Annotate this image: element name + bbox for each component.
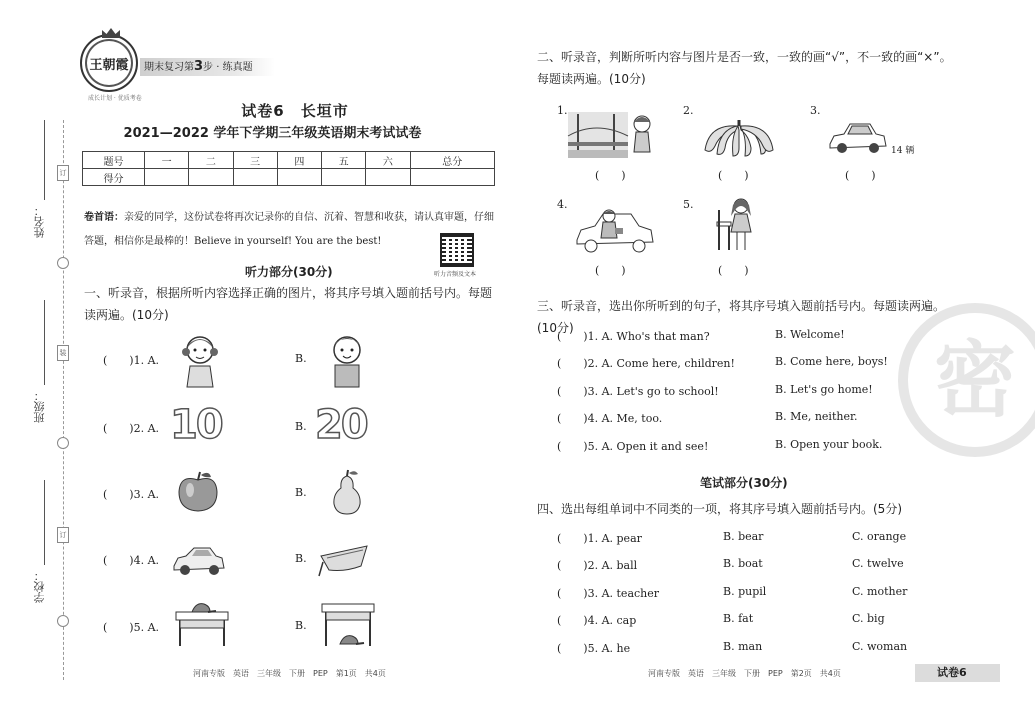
pear-icon — [330, 470, 364, 516]
part2-instruction: 二、听录音，判断所听内容与图片是否一致，一致的画“√”，不一致的画“×”。每题读两遍。(10分) — [537, 50, 952, 86]
answer-blank[interactable]: ( ) — [595, 169, 626, 182]
boy-icon — [325, 332, 369, 390]
part3-q3-a: ( )3. A. Let's go to school! — [557, 385, 719, 398]
qr-caption: 听力音频及文本 — [434, 271, 477, 278]
band-step: 3 — [194, 59, 204, 74]
part2-label-2: 2. — [683, 104, 694, 117]
part4-q3-a: ( )3. A. teacher — [557, 587, 660, 600]
part1-q2: ( )2. A. — [103, 422, 160, 435]
table-cell: 四 — [277, 152, 321, 169]
score-input-cell[interactable] — [366, 169, 410, 186]
part4-q2-c: C. twelve — [852, 557, 904, 570]
part2-label-3: 3. — [810, 104, 821, 117]
part4-q4-c: C. big — [852, 612, 885, 625]
part1-instruction: 一、听录音，根据所听内容选择正确的图片，将其序号填入题前括号内。每题读两遍。(10分) — [84, 286, 493, 322]
boy-washing-car-icon — [573, 204, 655, 254]
part3-q1-b: B. Welcome! — [775, 328, 845, 341]
paper-number-tab: 试卷6 — [915, 664, 1000, 682]
part4-q4-a: ( )4. A. cap — [557, 614, 637, 627]
cap-on-desk-icon — [170, 598, 232, 648]
seal-box: 订 — [57, 165, 69, 181]
answer-blank[interactable]: ( ) — [845, 169, 876, 182]
part3-instruction: 三、听录音，选出你所听到的句子，将其序号填入题前括号内。每题读两遍。(10分) — [537, 299, 946, 335]
preface-label: 卷首语： — [84, 212, 124, 223]
stamp-char: 密 — [933, 333, 1017, 428]
paper-title: 试卷6 长垣市 — [241, 102, 349, 120]
school-label: 学校： — [33, 570, 46, 603]
part2-label-1: 1. — [557, 104, 568, 117]
part4-q2-b: B. boat — [723, 557, 763, 570]
car-icon — [170, 540, 226, 580]
part4-q1-a: ( )1. A. pear — [557, 532, 642, 545]
part1-q4-b: B. — [295, 552, 307, 565]
preface — [84, 206, 494, 254]
review-step-band — [140, 58, 275, 76]
car-icon — [826, 118, 890, 158]
binding-hole — [57, 615, 69, 627]
part1-q2-b: B. — [295, 420, 307, 433]
part2-label-5: 5. — [683, 198, 694, 211]
part3-q3-b: B. Let's go home! — [775, 383, 873, 396]
part4-q3-c: C. mother — [852, 585, 908, 598]
car-count-label: 14 辆 — [891, 146, 915, 156]
binding-hole — [57, 257, 69, 269]
girl-icon — [178, 332, 222, 390]
part3-q4-a: ( )4. A. Me, too. — [557, 412, 663, 425]
table-cell: 三 — [233, 152, 277, 169]
logo-text: 王朝霞 — [89, 57, 129, 73]
part1-q3-b: B. — [295, 486, 307, 499]
score-input-cell[interactable] — [233, 169, 277, 186]
bananas-icon — [703, 116, 775, 158]
score-input-cell[interactable] — [322, 169, 366, 186]
part1-q5-b: B. — [295, 619, 307, 632]
part4-q5-c: C. woman — [852, 640, 908, 653]
table-cell: 总分 — [410, 152, 495, 169]
part4-q4-b: B. fat — [723, 612, 754, 625]
brand-logo — [80, 34, 138, 92]
table-cell: 二 — [189, 152, 233, 169]
apple-icon — [175, 470, 221, 514]
part1-q1-b: B. — [295, 352, 307, 365]
name-label: 姓名： — [33, 205, 46, 238]
preface-text: 亲爱的同学，这份试卷将再次记录你的自信、沉着、智慧和收获，请认真审题，仔细答题，相信你是最棒的！Believe in yourself! You are the best! — [84, 212, 494, 247]
boat-icon — [315, 542, 371, 582]
part2-label-4: 4. — [557, 198, 568, 211]
answer-blank[interactable]: ( ) — [595, 264, 626, 277]
score-input-cell[interactable] — [189, 169, 233, 186]
class-field[interactable] — [44, 300, 45, 385]
part1-q5: ( )5. A. — [103, 621, 160, 634]
score-input-cell[interactable] — [410, 169, 495, 186]
table-cell: 题号 — [83, 152, 145, 169]
score-table-header-row — [83, 152, 495, 169]
part3-q2-b: B. Come here, boys! — [775, 355, 888, 368]
table-cell: 五 — [322, 152, 366, 169]
part3-q4-b: B. Me, neither. — [775, 410, 858, 423]
listening-heading: 听力部分(30分) — [245, 265, 333, 279]
score-table-score-row — [83, 169, 495, 186]
table-cell: 六 — [366, 152, 410, 169]
cap-under-desk-icon — [316, 598, 378, 648]
score-input-cell[interactable] — [277, 169, 321, 186]
part4-q1-c: C. orange — [852, 530, 907, 543]
part4-q5-b: B. man — [723, 640, 763, 653]
part4-q1-b: B. bear — [723, 530, 764, 543]
secret-stamp-icon — [895, 300, 1017, 460]
class-label: 班级： — [33, 390, 46, 423]
part3-q2-a: ( )2. A. Come here, children! — [557, 357, 735, 370]
binding-hole — [57, 437, 69, 449]
part4-q2-a: ( )2. A. ball — [557, 559, 638, 572]
qr-code-icon[interactable] — [440, 233, 474, 267]
table-cell: 一 — [145, 152, 189, 169]
girl-by-chair-icon — [713, 196, 759, 252]
part1-q4: ( )4. A. — [103, 554, 160, 567]
bridge-scene-icon — [568, 112, 658, 160]
school-field[interactable] — [44, 480, 45, 565]
part3-q5-a: ( )5. A. Open it and see! — [557, 440, 709, 453]
writing-heading: 笔试部分(30分) — [700, 476, 788, 490]
footer-left: 河南专版 英语 三年级 下册 PEP 第1页 共4页 — [193, 669, 386, 678]
band-prefix: 期末复习第 — [144, 62, 194, 73]
part1-q1: ( )1. A. — [103, 354, 160, 367]
crown-icon — [102, 28, 120, 38]
score-input-cell[interactable] — [145, 169, 189, 186]
part4-instruction: 四、选出每组单词中不同类的一项，将其序号填入题前括号内。(5分) — [537, 502, 903, 516]
answer-blank[interactable]: ( ) — [718, 264, 749, 277]
part3-q5-b: B. Open your book. — [775, 438, 883, 451]
part1-q3: ( )3. A. — [103, 488, 160, 501]
band-suffix: 步 · 练真题 — [203, 62, 253, 73]
binding-line — [63, 120, 64, 680]
part4-q3-b: B. pupil — [723, 585, 767, 598]
exam-title: 2021—2022 学年下学期三年级英语期末考试试卷 — [123, 126, 422, 141]
part4-q5-a: ( )5. A. he — [557, 642, 631, 655]
part3-q1-a: ( )1. A. Who's that man? — [557, 330, 710, 343]
answer-blank[interactable]: ( ) — [718, 169, 749, 182]
score-table — [82, 151, 495, 186]
seal-box: 装 — [57, 345, 69, 361]
seal-box: 订 — [57, 527, 69, 543]
footer-right: 河南专版 英语 三年级 下册 PEP 第2页 共4页 — [648, 669, 841, 678]
logo-subtitle: 成长计划 · 优质考卷 — [88, 95, 142, 102]
number-twenty-icon: 20 — [315, 402, 367, 448]
number-ten-icon: 10 — [170, 402, 222, 448]
table-cell: 得分 — [83, 169, 145, 186]
